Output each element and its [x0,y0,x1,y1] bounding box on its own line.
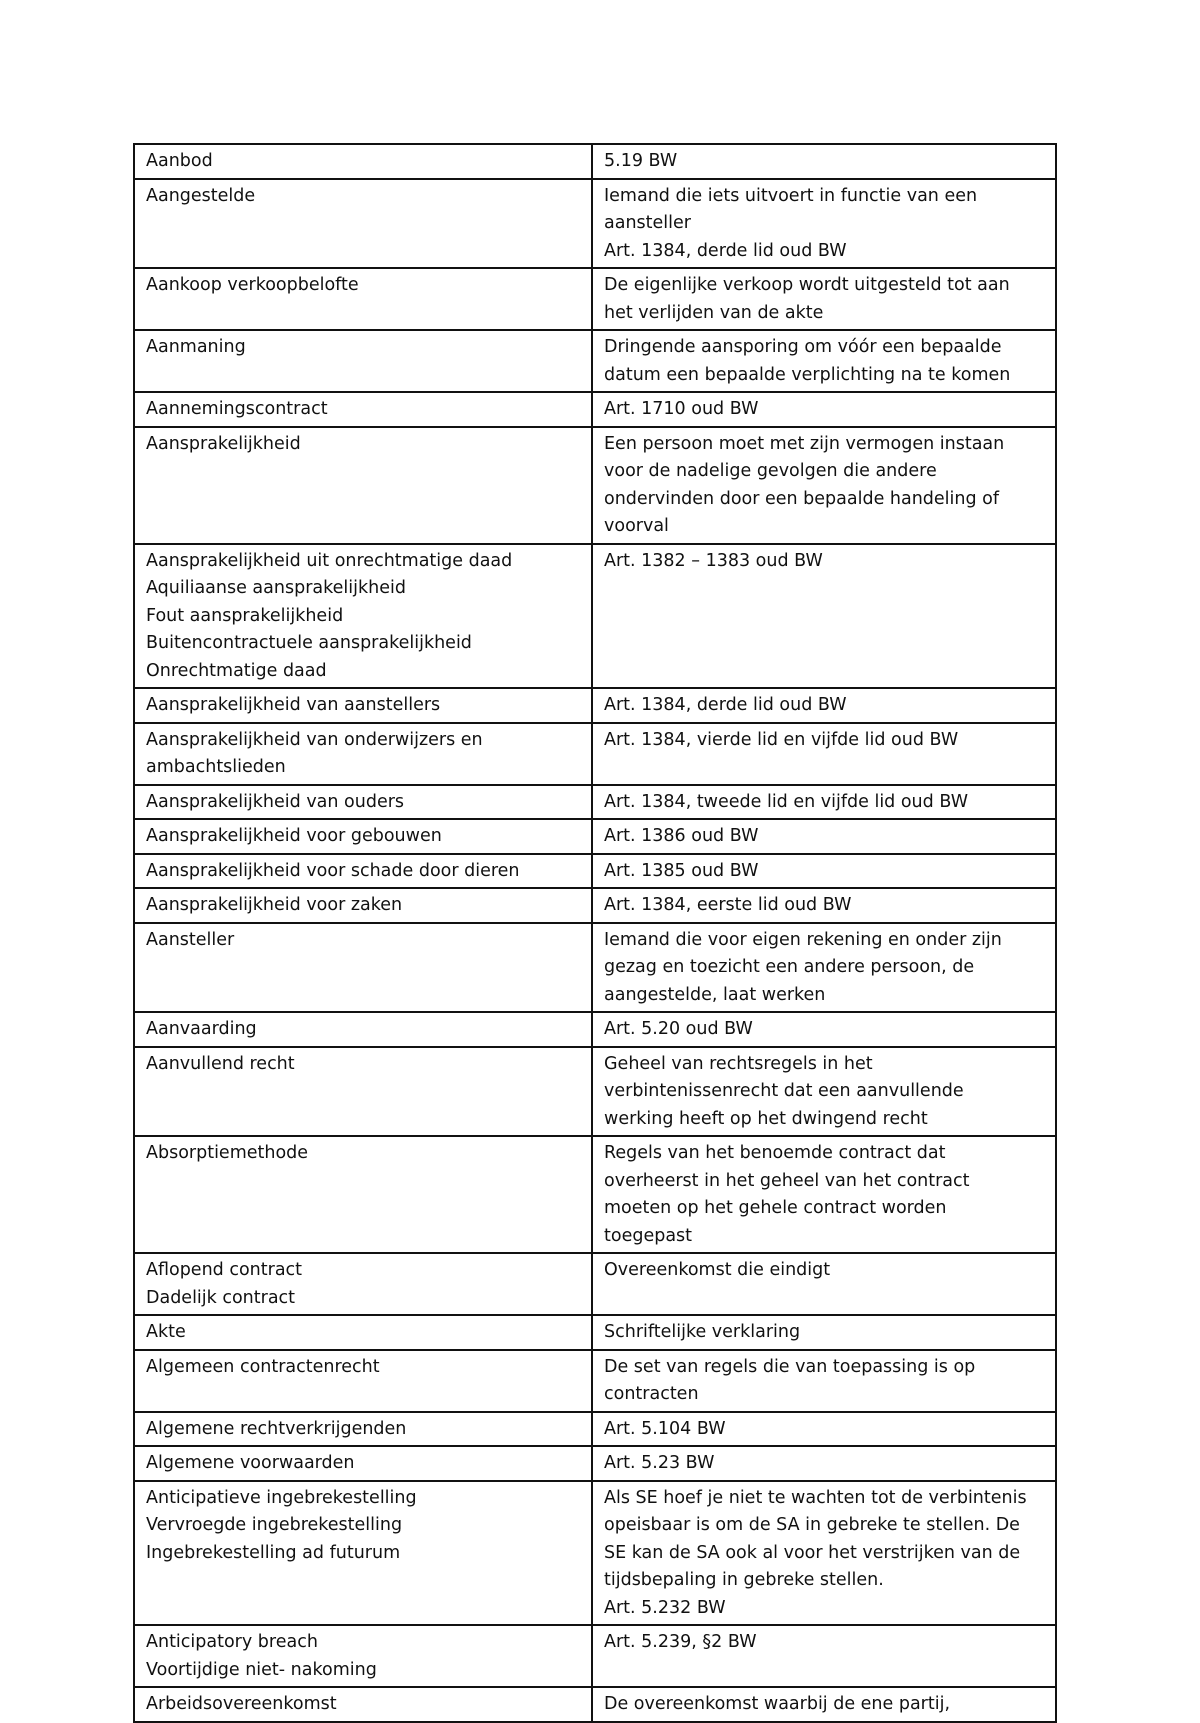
table-row [134,1253,1056,1315]
definition-text: Art. 5.23 BW [604,1453,715,1473]
term-text: Anticipatieve ingebrekestelling [146,1487,417,1508]
definition-text: het verlijden van de akte [604,302,824,323]
term-text: Aansprakelijkheid uit onrechtmatige daad [146,550,513,571]
table-row [134,888,1056,923]
term-cell [134,888,592,923]
term-text: Voortijdige niet- nakoming [146,1659,377,1680]
definition-cell [592,688,1056,723]
table-row [134,392,1056,427]
definition-cell [592,785,1056,820]
definition-text: Art. 1710 oud BW [604,399,759,419]
table-row [134,1047,1056,1137]
term-cell [134,854,592,889]
term-cell [134,1625,592,1687]
definition-text: SE kan de SA ook al voor het verstrijken van de [604,1542,1021,1563]
definition-text: aangestelde, laat werken [604,984,826,1005]
term-text: Aansprakelijkheid van ouders [146,791,405,812]
definition-text: Art. 1385 oud BW [604,860,759,881]
definition-text: opeisbaar is om de SA in gebreke te stellen. De [604,1515,1020,1535]
term-cell [134,785,592,820]
term-text: Aansprakelijkheid voor schade door dieren [146,860,520,881]
definition-text: datum een bepaalde verplichting na te komen [604,364,1011,385]
term-text: Absorptiemethode [146,1143,309,1163]
table-row [134,1315,1056,1350]
table-row [134,144,1056,179]
term-cell [134,1481,592,1626]
definition-text: Art. 1386 oud BW [604,826,759,846]
definition-cell [592,330,1056,392]
table-row [134,1412,1056,1447]
definition-text: De eigenlijke verkoop wordt uitgesteld tot aan [604,275,1010,295]
term-cell [134,723,592,785]
definition-text: contracten [604,1384,699,1404]
table-row [134,330,1056,392]
table-row [134,1350,1056,1412]
definition-cell [592,1012,1056,1047]
definition-cell [592,1625,1056,1687]
term-text: Buitencontractuele aansprakelijkheid [146,633,472,653]
term-cell [134,392,592,427]
term-text: Aanvaarding [146,1019,257,1039]
table-row [134,1625,1056,1687]
definition-text: Overeenkomst die eindigt [604,1260,831,1280]
definition-cell [592,1315,1056,1350]
definition-cell [592,888,1056,923]
term-text: Aanmaning [146,337,246,357]
table-row [134,1687,1056,1722]
table-row [134,1012,1056,1047]
definition-text: Art. 5.20 oud BW [604,1019,753,1039]
definition-text: verbintenissenrecht dat een aanvullende [604,1081,964,1101]
definition-cell [592,819,1056,854]
definition-text: Als SE hoef je niet te wachten tot de verbintenis [604,1487,1027,1508]
term-text: Aansprakelijkheid voor zaken [146,895,403,915]
definition-cell [592,1446,1056,1481]
term-text: ambachtslieden [146,757,286,777]
definition-text: Art. 1384, derde lid oud BW [604,695,847,715]
table-row [134,179,1056,269]
table-row [134,1136,1056,1253]
definition-cell [592,1136,1056,1253]
definition-cell [592,268,1056,330]
term-text: Algemene rechtverkrijgenden [146,1418,407,1439]
definition-text: De overeenkomst waarbij de ene partij, [604,1694,951,1714]
term-cell [134,1687,592,1722]
table-row [134,819,1056,854]
definition-text: Schriftelijke verklaring [604,1322,801,1342]
definition-text: Art. 1384, derde lid oud BW [604,240,847,261]
term-text: Arbeidsovereenkomst [146,1694,337,1714]
term-text: Ingebrekestelling ad futurum [146,1542,401,1563]
term-text: Dadelijk contract [146,1287,296,1308]
definition-cell [592,1412,1056,1447]
term-cell [134,1446,592,1481]
term-text: Aanbod [146,151,213,171]
term-cell [134,819,592,854]
table-row [134,923,1056,1013]
definition-text: toegepast [604,1225,693,1246]
glossary-table [133,143,1057,1723]
term-text: Aankoop verkoopbelofte [146,275,359,295]
definition-text: De set van regels die van toepassing is op [604,1356,976,1377]
definition-cell [592,854,1056,889]
term-text: Aannemingscontract [146,399,328,419]
term-cell [134,144,592,179]
term-text: Aansprakelijkheid [146,433,301,454]
definition-text: 5.19 BW [604,151,678,171]
term-text: Akte [146,1322,186,1342]
definition-cell [592,179,1056,269]
table-row [134,427,1056,544]
table-row [134,723,1056,785]
term-text: Anticipatory breach [146,1632,318,1652]
definition-text: Art. 5.239, §2 BW [604,1632,757,1652]
table-row [134,268,1056,330]
definition-text: tijdsbepaling in gebreke stellen. [604,1570,884,1590]
table-row [134,688,1056,723]
term-text: Aansprakelijkheid van aanstellers [146,695,441,715]
definition-cell [592,1253,1056,1315]
definition-text: Art. 1384, tweede lid en vijfde lid oud BW [604,791,969,812]
glossary-table-body [134,144,1056,1722]
term-text: Aangestelde [146,185,256,206]
definition-text: Art. 5.232 BW [604,1597,726,1618]
term-text: Algemene voorwaarden [146,1453,355,1473]
definition-cell [592,427,1056,544]
definition-text: Een persoon moet met zijn vermogen instaan [604,433,1005,454]
definition-text: Art. 1384, vierde lid en vijfde lid oud BW [604,729,959,750]
term-cell [134,427,592,544]
definition-text: Geheel van rechtsregels in het [604,1053,873,1074]
term-text: Onrechtmatige daad [146,660,327,681]
term-text: Fout aansprakelijkheid [146,605,344,626]
definition-text: voor de nadelige gevolgen die andere [604,461,937,481]
term-cell [134,544,592,689]
term-cell [134,330,592,392]
definition-text: Dringende aansporing om vóór een bepaalde [604,337,1002,357]
definition-text: ondervinden door een bepaalde handeling of [604,488,1000,509]
definition-text: werking heeft op het dwingend recht [604,1108,928,1129]
definition-cell [592,1481,1056,1626]
term-text: Aansprakelijkheid van onderwijzers en [146,729,483,750]
definition-text: voorval [604,516,669,536]
term-cell [134,179,592,269]
definition-text: aansteller [604,213,691,233]
table-row [134,1446,1056,1481]
term-text: Aansprakelijkheid voor gebouwen [146,826,442,846]
table-row [134,1481,1056,1626]
definition-text: Art. 1384, eerste lid oud BW [604,895,852,915]
definition-cell [592,144,1056,179]
definition-text: Art. 1382 – 1383 oud BW [604,550,823,571]
table-row [134,544,1056,689]
term-cell [134,1136,592,1253]
term-cell [134,1315,592,1350]
term-text: Algemeen contractenrecht [146,1356,380,1377]
term-text: Aansteller [146,929,235,950]
term-cell [134,1350,592,1412]
definition-text: overheerst in het geheel van het contract [604,1170,970,1191]
definition-text: gezag en toezicht een andere persoon, de [604,957,975,977]
definition-cell [592,544,1056,689]
definition-text: Iemand die voor eigen rekening en onder zijn [604,929,1002,950]
term-cell [134,1253,592,1315]
term-cell [134,1047,592,1137]
table-row [134,785,1056,820]
definition-cell [592,1047,1056,1137]
term-text: Aanvullend recht [146,1053,295,1074]
term-cell [134,1012,592,1047]
term-text: Aflopend contract [146,1260,303,1280]
definition-text: Regels van het benoemde contract dat [604,1143,946,1163]
term-cell [134,268,592,330]
term-text: Aquiliaanse aansprakelijkheid [146,578,406,598]
definition-cell [592,1350,1056,1412]
definition-text: Art. 5.104 BW [604,1418,726,1439]
definition-cell [592,1687,1056,1722]
table-row [134,854,1056,889]
definition-text: Iemand die iets uitvoert in functie van een [604,185,978,206]
term-cell [134,923,592,1013]
term-text: Vervroegde ingebrekestelling [146,1515,403,1535]
definition-cell [592,923,1056,1013]
term-cell [134,1412,592,1447]
definition-cell [592,723,1056,785]
term-cell [134,688,592,723]
definition-text: moeten op het gehele contract worden [604,1198,947,1218]
definition-cell [592,392,1056,427]
